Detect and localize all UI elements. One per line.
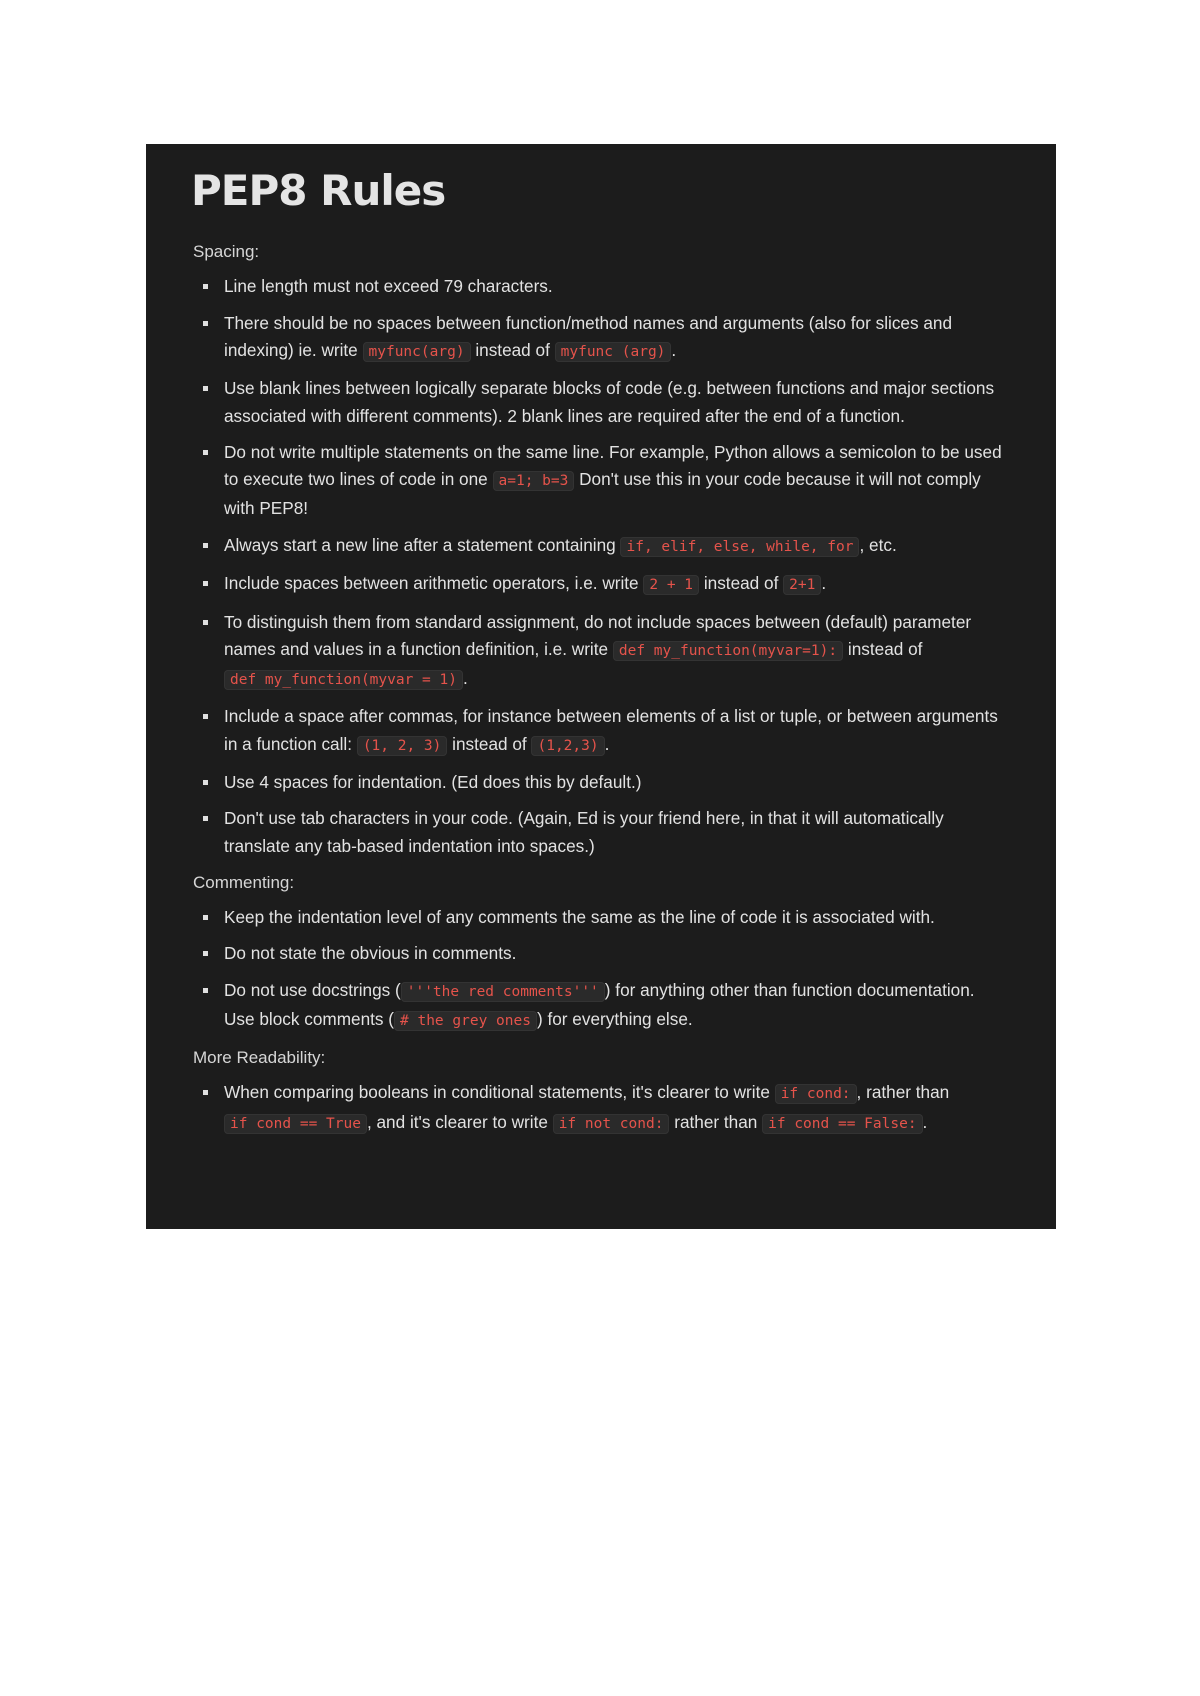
rule-text: instead of <box>699 573 784 594</box>
inline-code: a=1; b=3 <box>493 471 575 491</box>
rule-item <box>191 609 1008 695</box>
rule-item <box>191 1079 1008 1137</box>
rule-text: rather than <box>669 1111 763 1132</box>
rule-text: . <box>604 733 610 754</box>
inline-code: def my_function(myvar = 1) <box>224 670 463 690</box>
rule-text: Keep the indentation level of any comments the same as the line of code it is associated with. <box>224 906 935 927</box>
bullet-icon <box>203 450 208 455</box>
rule-list <box>191 1079 1008 1137</box>
bullet-icon <box>203 915 208 920</box>
rule-text: ) for everything else. <box>536 1008 693 1029</box>
bullet-icon <box>203 321 208 326</box>
rule-text: Include a space after commas, for instance between elements of a list or tuple, or between arguments in a function call: <box>224 706 998 754</box>
inline-code: # the grey ones <box>394 1011 537 1031</box>
rule-item <box>191 940 1008 967</box>
inline-code: 2+1 <box>783 575 821 595</box>
inline-code: if cond == True <box>224 1114 367 1134</box>
rule-item <box>191 703 1008 759</box>
section-heading: Spacing: <box>193 242 260 262</box>
section-heading: More Readability: <box>193 1048 326 1068</box>
inline-code: if not cond: <box>553 1114 670 1134</box>
rule-text: Do not use docstrings ( <box>224 979 401 1000</box>
rule-text: Use 4 spaces for indentation. (Ed does this by default.) <box>224 771 642 792</box>
rule-item <box>191 769 1008 796</box>
inline-code: '''the red comments''' <box>401 982 605 1002</box>
rule-text: , rather than <box>856 1082 950 1103</box>
bullet-icon <box>203 816 208 821</box>
rule-item <box>191 439 1008 523</box>
rule-text: Include spaces between arithmetic operators, i.e. write <box>224 573 644 594</box>
bullet-icon <box>203 581 208 586</box>
rule-item <box>191 273 1008 300</box>
rule-text: instead of <box>470 339 555 360</box>
bullet-icon <box>203 284 208 289</box>
bullet-icon <box>203 386 208 391</box>
rule-text: Do not state the obvious in comments. <box>224 943 517 964</box>
section-heading: Commenting: <box>193 872 295 892</box>
inline-code: 2 + 1 <box>643 575 699 595</box>
bullet-icon <box>203 951 208 956</box>
rule-text: ) for anything other than function documentation. Use block comments ( <box>224 979 975 1029</box>
inline-code: if cond == False: <box>762 1114 922 1134</box>
rule-text: There should be no spaces between function/method names and arguments (also for slices and indexing) ie. write <box>224 312 953 360</box>
rule-text: Always start a new line after a statement containing <box>224 534 621 555</box>
rule-text: . <box>922 1111 928 1132</box>
rule-item <box>191 310 1008 366</box>
rule-list <box>191 273 1008 859</box>
inline-code: def my_function(myvar=1): <box>613 641 843 661</box>
rule-text: Don't use tab characters in your code. (Again, Ed is your friend here, in that it will automatically translate any tab-based indentation into spaces.) <box>224 808 944 856</box>
inline-code: if, elif, else, while, for <box>620 537 859 557</box>
page-title: PEP8 Rules <box>191 166 446 215</box>
rule-text: , and it's clearer to write <box>366 1111 553 1132</box>
sections-container <box>191 238 1008 1137</box>
rule-item <box>191 977 1008 1035</box>
inline-code: myfunc (arg) <box>555 342 672 362</box>
bullet-icon <box>203 1090 208 1095</box>
bullet-icon <box>203 543 208 548</box>
rule-text: . <box>462 667 468 688</box>
rule-item <box>191 532 1008 561</box>
bullet-icon <box>203 988 208 993</box>
rule-item <box>191 904 1008 931</box>
rule-text: . <box>821 573 827 594</box>
bullet-icon <box>203 714 208 719</box>
inline-code: (1, 2, 3) <box>357 736 448 756</box>
bullet-icon <box>203 780 208 785</box>
rule-text: instead of <box>843 638 923 659</box>
rule-list <box>191 904 1008 1035</box>
rule-text: instead of <box>447 733 532 754</box>
rule-text: Do not write multiple statements on the same line. For example, Python allows a semicolon to be used to execute two lines of code in one <box>224 441 1002 490</box>
document-panel <box>146 144 1056 1229</box>
rule-text: When comparing booleans in conditional statements, it's clearer to write <box>224 1082 775 1103</box>
rule-text: Don't use this in your code because it will not comply with PEP8! <box>224 469 981 519</box>
rule-text: Line length must not exceed 79 characters. <box>224 276 553 297</box>
rule-text: To distinguish them from standard assignment, do not include spaces between (default) parameter names and values in a function definition, i.e. write <box>224 611 972 659</box>
rule-text: , etc. <box>859 534 897 555</box>
bullet-icon <box>203 620 208 625</box>
rule-item <box>191 570 1008 599</box>
inline-code: myfunc(arg) <box>363 342 471 362</box>
inline-code: (1,2,3) <box>531 736 604 756</box>
rule-text: Use blank lines between logically separate blocks of code (e.g. between functions and major sections associated with different comments). 2 blank lines are required after the end of a function. <box>224 378 995 426</box>
rule-item <box>191 805 1008 859</box>
inline-code: if cond: <box>775 1084 857 1104</box>
rule-text: . <box>671 339 677 360</box>
rule-item <box>191 375 1008 429</box>
